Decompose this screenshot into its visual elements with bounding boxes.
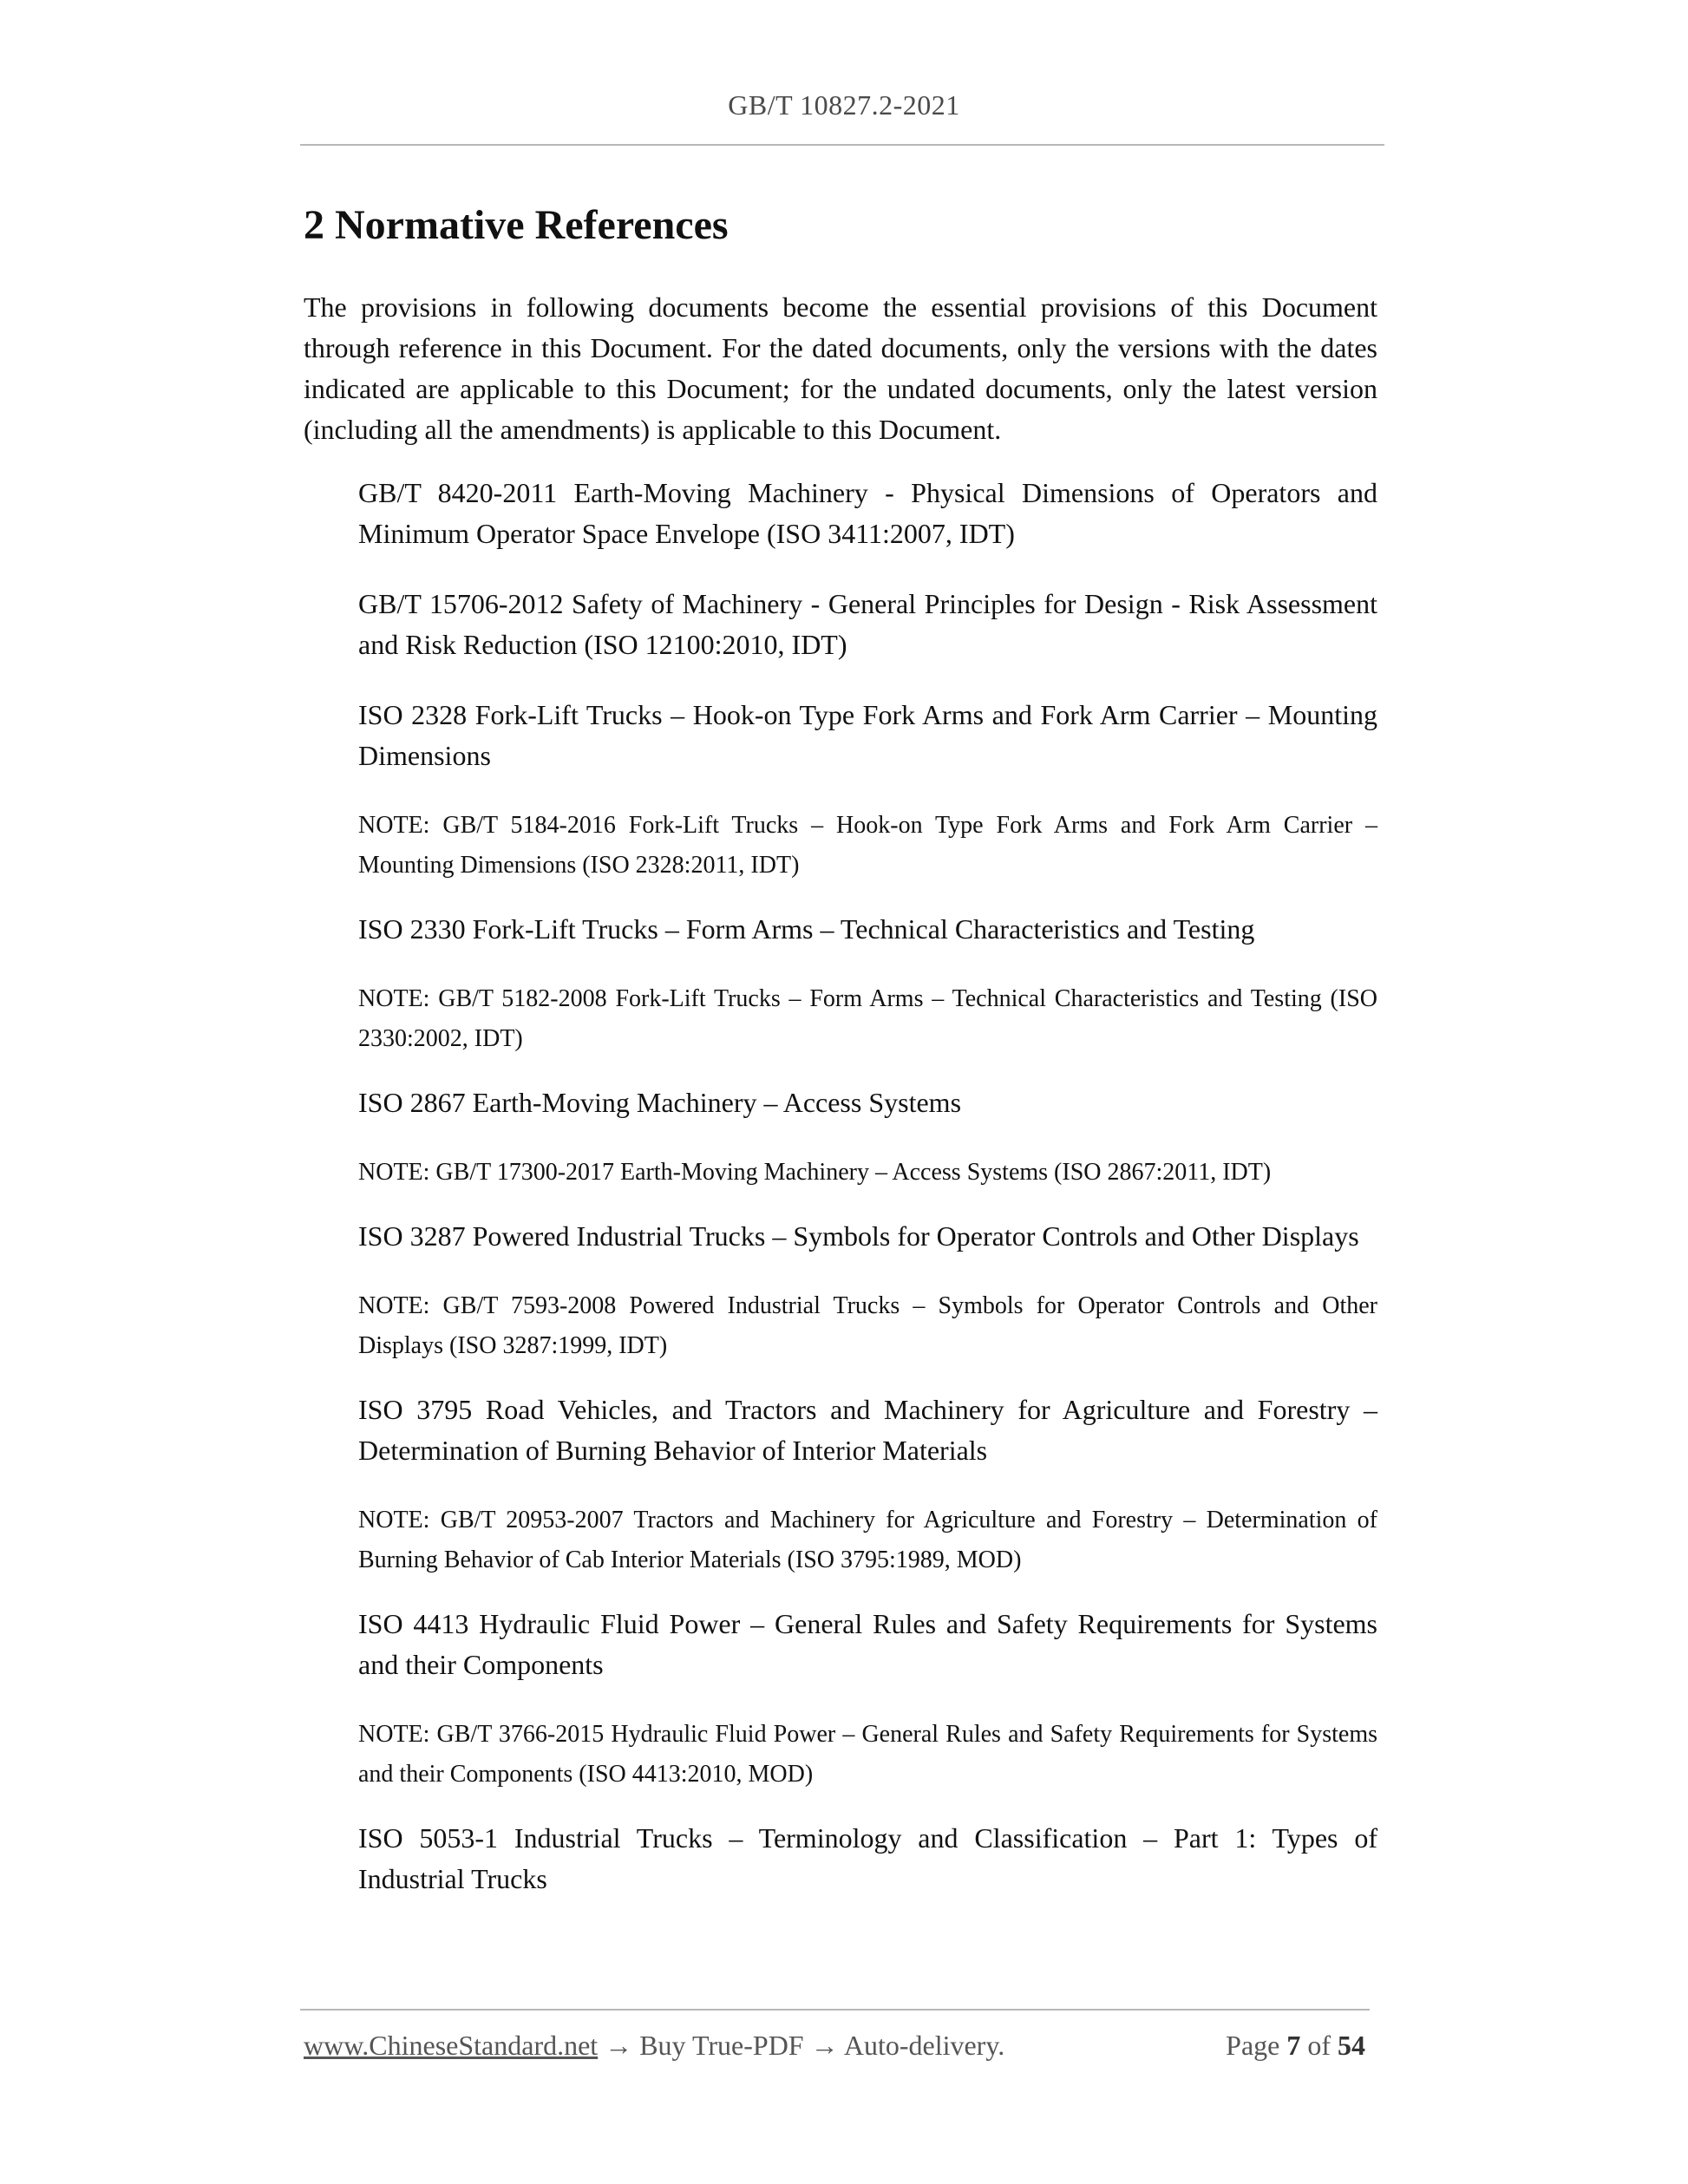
reference-item: ISO 3795 Road Vehicles, and Tractors and Machinery for Agriculture and Forestry – Determination of Burning Behavior of Interior Materials: [358, 1394, 1377, 1467]
reference-note: NOTE: GB/T 5184-2016 Fork-Lift Trucks – Hook-on Type Fork Arms and Fork Arm Carrier – Mounting Dimensions (ISO 2328:2011, IDT): [358, 812, 1377, 879]
page-footer: [304, 2030, 1365, 2068]
footer-divider: [300, 2009, 1370, 2011]
total-pages: 54: [1338, 2030, 1365, 2061]
reference-item: GB/T 8420-2011 Earth-Moving Machinery - Physical Dimensions of Operators and Minimum Operator Space Envelope (ISO 3411:2007, IDT): [358, 477, 1377, 550]
reference-item: ISO 3287 Powered Industrial Trucks – Symbols for Operator Controls and Other Displays: [358, 1220, 1359, 1252]
current-page: 7: [1286, 2030, 1301, 2061]
page-number: [1226, 2030, 1365, 2062]
reference-note: NOTE: GB/T 20953-2007 Tractors and Machinery for Agriculture and Forestry – Determination of Burning Behavior of Cab Interior Materials (ISO 3795:1989, MOD): [358, 1507, 1377, 1574]
reference-list: [304, 473, 1377, 1900]
reference-item: GB/T 15706-2012 Safety of Machinery - General Principles for Design - Risk Assessment and Risk Reduction (ISO 12100:2010, IDT): [358, 588, 1377, 661]
footer-promo: [304, 2030, 1004, 2062]
reference-item: ISO 5053-1 Industrial Trucks – Terminology and Classification – Part 1: Types of Industrial Trucks: [358, 1822, 1377, 1895]
section-title: 2 Normative References: [304, 202, 729, 248]
reference-note: NOTE: GB/T 17300-2017 Earth-Moving Machinery – Access Systems (ISO 2867:2011, IDT): [358, 1159, 1272, 1187]
reference-item: ISO 2867 Earth-Moving Machinery – Access Systems: [358, 1087, 962, 1119]
reference-note: NOTE: GB/T 3766-2015 Hydraulic Fluid Power – General Rules and Safety Requirements for Systems and their Components (ISO 4413:2010, MOD): [358, 1721, 1377, 1788]
reference-note: NOTE: GB/T 7593-2008 Powered Industrial Trucks – Symbols for Operator Controls and Other Displays (ISO 3287:1999, IDT): [358, 1292, 1377, 1360]
intro-paragraph: The provisions in following documents become the essential provisions of this Document through reference in this Document. For the dated documents, only the versions with the dates indicated are applicable to this Document; for the undated documents, only the latest version (including all the amendments) is applicable to this Document.: [304, 291, 1377, 446]
reference-item: ISO 4413 Hydraulic Fluid Power – General Rules and Safety Requirements for Systems and their Components: [358, 1608, 1377, 1681]
reference-item: ISO 2330 Fork-Lift Trucks – Form Arms – Technical Characteristics and Testing: [358, 913, 1255, 945]
reference-item: ISO 2328 Fork-Lift Trucks – Hook-on Type Fork Arms and Fork Arm Carrier – Mounting Dimensions: [358, 699, 1377, 772]
page-of-label: of: [1307, 2030, 1331, 2061]
reference-note: NOTE: GB/T 5182-2008 Fork-Lift Trucks – Form Arms – Technical Characteristics and Testing (ISO 2330:2002, IDT): [358, 985, 1377, 1053]
footer-tagline: → Buy True-PDF → Auto-delivery.: [598, 2030, 1005, 2061]
header-divider: [300, 144, 1384, 146]
page-content: [304, 201, 1377, 1929]
page-label: Page: [1226, 2030, 1280, 2061]
document-code-header: GB/T 10827.2-2021: [728, 89, 960, 121]
website-link[interactable]: www.ChineseStandard.net: [304, 2030, 599, 2061]
